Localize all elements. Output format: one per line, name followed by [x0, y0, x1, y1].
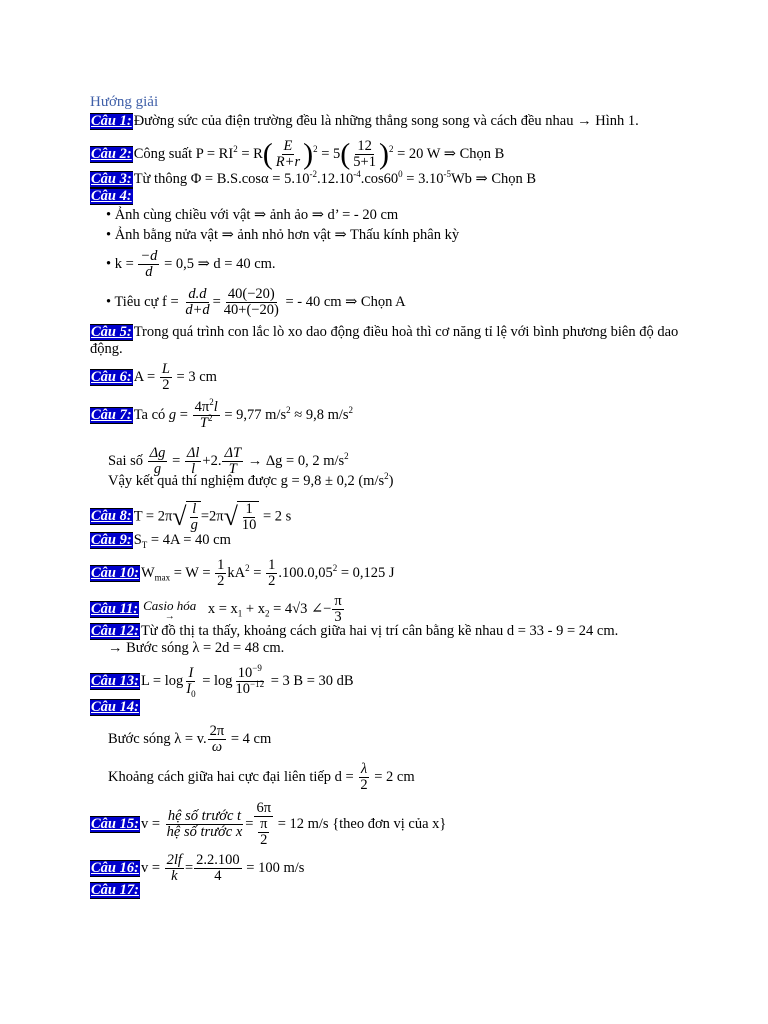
q8-row: Câu 8: T = 2π √ $\frac{l}{g}$ =2π √ $\frac{1}{10}$ = 2 s	[91, 501, 292, 533]
q3-label: Câu 3:	[91, 171, 132, 187]
q13-label: Câu 13:	[91, 672, 139, 689]
q4-row	[90, 188, 698, 205]
q15-label: Câu 15:	[91, 815, 139, 832]
q1-row	[90, 113, 698, 130]
q2-frac-12: $\frac{12}{5+1}$	[353, 138, 376, 170]
q10-row: Câu 10: $W_{max} = W$ = $\frac{1}{2}$ $kA^2$ = $\frac{1}{2}$ $.100.0,05^2 = 0,125$ J	[91, 557, 395, 589]
q10-label: Câu 10:	[91, 564, 139, 581]
q6-label: Câu 6:	[91, 368, 132, 385]
q17-row	[90, 882, 698, 899]
q14-label: Câu 14:	[91, 699, 139, 715]
q9-label: Câu 9:	[91, 532, 132, 548]
q14-wavelength: Bước sóng λ = v. $\frac{2\pi}{\omega}$ = 4 cm	[108, 723, 272, 755]
q4-bullet-3: • k = $\frac{-d}{d}$ = 0,5 ⇒ d = 40 cm.	[106, 248, 276, 280]
q1-text: Đường sức của điện trường đều là những thẳng song song và cách đều nhau → Hình 1.	[133, 113, 639, 129]
q11-label: Câu 11:	[91, 600, 139, 617]
q16-row: Câu 16: v = $\frac{2lf}{k}$ = $\frac{2.2.100}{4}$ = 100 m/s	[91, 852, 305, 884]
heading: Hướng giải	[90, 94, 159, 110]
q11-row: Câu 11: Casio hóa → $x = x_1 + x_2 = 4√3$ ∠− $\frac{\pi}{3}$	[91, 593, 342, 625]
q6-row: Câu 6: A = $\frac{L}{2}$ = 3 cm	[91, 361, 217, 393]
q14-row	[90, 699, 698, 716]
q2-frac-e: $\frac{E}{R+r}$	[275, 138, 301, 170]
q7-row: Câu 7: Ta có g = $\frac{4\pi^2l}{T^2}$ = 9,77 $m/s^2 \approx 9,8$ $m/s^2$	[91, 397, 354, 431]
q17-label: Câu 17:	[91, 882, 139, 898]
q1-label: Câu 1:	[91, 113, 132, 129]
q7-error-row: Sai số $\frac{\Delta g}{g}$ = $\frac{\Delta l}{l}$ +2. $\frac{\Delta T}{T}$ → Δg = 0, 2 $m/s^2$	[108, 445, 349, 477]
q7-result-row: Vậy kết quả thí nghiệm được g = 9,8 ± 0,2 $(m/s^2)$	[108, 471, 394, 489]
q2-row: Câu 2: Công suất $P = RI^2 = R$( $\frac{E}{R+r}$ )$^2$ = 5( $\frac{12}{5+1}$ )$^2$ = 20 W ⇒ Chọn B	[91, 137, 505, 171]
q12-row: Câu 12: Từ đồ thị ta thấy, khoảng cách giữa hai vị trí cân bằng kề nhau d = 33 - 9 = 24 cm.	[91, 623, 619, 639]
q14-distance: Khoảng cách giữa hai cực đại liên tiếp d = $\frac{\lambda}{2}$ = 2 cm	[108, 761, 415, 793]
q4-bullet-1: • Ảnh cùng chiều với vật ⇒ ảnh ảo ⇒ d’ = - 20 cm	[106, 207, 399, 223]
q4-bullet-2: • Ảnh bằng nửa vật ⇒ ảnh nhỏ hơn vật ⇒ Thấu kính phân kỳ	[106, 227, 460, 243]
q4-bullet-4: • Tiêu cự f = $\frac{d.d}{d+d}$ = $\frac{40(-20)}{40+(-20)}$ = - 40 cm ⇒ Chọn A	[106, 286, 406, 318]
q16-label: Câu 16:	[91, 859, 139, 876]
q2-label: Câu 2:	[91, 145, 132, 162]
q7-label: Câu 7:	[91, 406, 132, 423]
q5-label: Câu 5:	[91, 324, 132, 340]
q12-wavelength: → Bước sóng λ = 2d = 48 cm.	[108, 640, 285, 656]
q15-row: Câu 15: v = $\frac{\text{hệ số trước t}}{\text{hệ số trước x}}$ = $\frac{6\pi}{\frac{\pi}{2}}$ = 12 m/s {theo đơn vị của x}	[91, 800, 447, 848]
q5-row: Câu 5: Trong quá trình con lắc lò xo dao động điều hoà thì cơ năng tỉ lệ với bình phương biên độ dao động.	[90, 324, 679, 357]
q8-label: Câu 8:	[91, 508, 132, 525]
q3-row: Câu 3: Từ thông $\Phi = B.S.\cos\alpha = 5.10^{-2}.12.10^{-4}.\cos 60^0 = 3.10^{-5}Wb$ ⇒ Chọn B	[91, 169, 537, 187]
q9-row: Câu 9: $S_T = 4A = 40$ cm	[91, 532, 231, 550]
q12-label: Câu 12:	[91, 623, 139, 639]
q4-label: Câu 4:	[91, 188, 132, 204]
q13-row: Câu 13: L = log $\frac{I}{I_0}$ = log $\frac{10^{-9}}{10^{-12}}$ = 3 B = 30 dB	[91, 663, 354, 699]
